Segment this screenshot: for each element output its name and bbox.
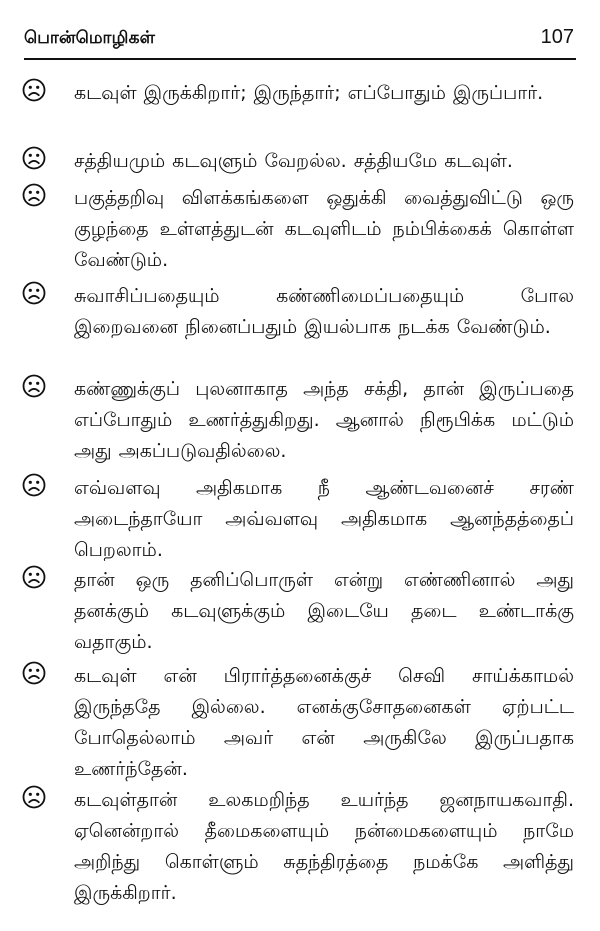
sad-face-icon	[22, 78, 46, 102]
page-number: 107	[540, 26, 574, 48]
sad-face-icon	[22, 146, 46, 170]
sad-face-icon	[22, 281, 46, 305]
sad-face-icon	[22, 661, 46, 685]
sad-face-icon	[22, 183, 46, 207]
quote-text: சத்தியமும் கடவுளும் வேறல்ல. சத்தியமே கடவுள்.	[74, 150, 513, 172]
quote-text: சுவாசிப்பதையும் கண்ணிமைப்பதையும் போல இறைவனை நினைப்பதும் இயல்பாக நடக்க வேண்டும்.	[74, 285, 574, 338]
quote-text: தான் ஒரு தனிப்பொருள் என்று எண்ணினால் அது தனக்கும் கடவுளுக்கும் இடையே தடை உண்டாக்கு வதாகும்.	[74, 569, 574, 653]
sad-face-icon	[22, 785, 46, 809]
sad-face-icon	[22, 473, 46, 497]
quote-text: பகுத்தறிவு விளக்கங்களை ஒதுக்கி வைத்துவிட்டு ஒரு குழந்தை உள்ளத்துடன் கடவுளிடம் நம்பிக்கைக் கொள்ள வேண்டும்.	[74, 187, 574, 271]
quote-text: எவ்வளவு அதிகமாக நீ ஆண்டவனைச் சரண் அடைந்தாயோ அவ்வளவு அதிகமாக ஆனந்தத்தைப் பெறலாம்.	[74, 477, 574, 561]
quote-text: கடவுள் இருக்கிறார்; இருந்தார்; எப்போதும் இருப்பார்.	[74, 82, 544, 104]
sad-face-icon	[22, 565, 46, 589]
running-title: பொன்மொழிகள்	[24, 28, 156, 48]
quote-text: கடவுள் என் பிரார்த்தனைக்குச் செவி சாய்க்காமல் இருந்ததே இல்லை. எனக்குசோதனைகள் ஏற்பட்ட போதெல்லாம் அவர் என் அருகிலே இருப்பதாக உணர்ந்தேன்.	[74, 665, 574, 780]
sad-face-icon	[22, 374, 46, 398]
quote-text: கண்ணுக்குப் புலனாகாத அந்த சக்தி, தான் இருப்பதை எப்போதும் உணர்த்துகிறது. ஆனால் நிரூபிக்க மட்டும் அது அகப்படுவதில்லை.	[74, 378, 574, 462]
quote-text: கடவுள்தான் உலகமறிந்த உயர்ந்த ஜனநாயகவாதி. ஏனென்றால் தீமைகளையும் நன்மைகளையும் நாமே அறிந்து கொள்ளும் சுதந்திரத்தை நமக்கே அளித்து இருக்கிறார்.	[74, 789, 574, 904]
